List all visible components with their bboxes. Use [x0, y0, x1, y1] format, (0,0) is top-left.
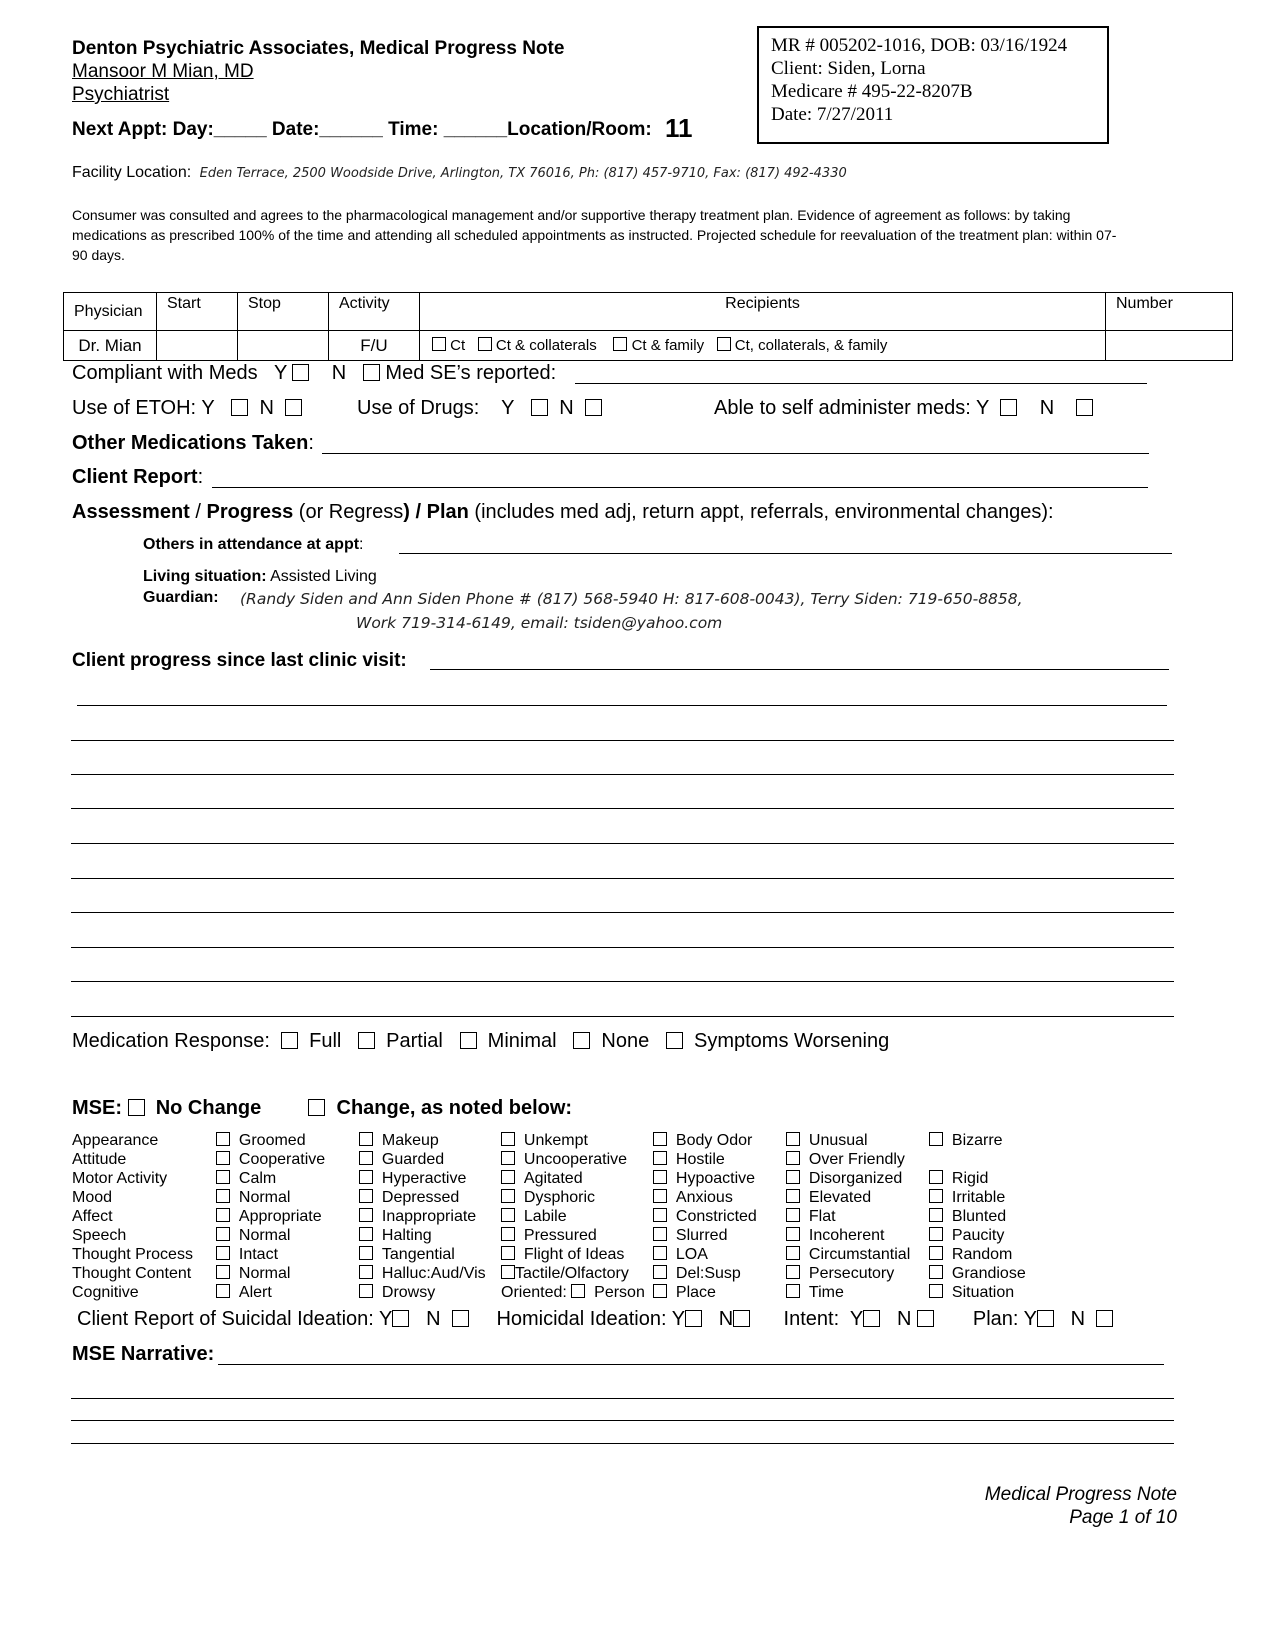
writing-line[interactable]: [71, 947, 1174, 948]
compliant-yes-checkbox[interactable]: [292, 364, 309, 381]
mse-checkbox[interactable]: [929, 1284, 943, 1298]
suicidal-yes-checkbox[interactable]: [392, 1310, 409, 1327]
facility-label: Facility Location:: [72, 164, 192, 181]
recipient-ct-checkbox[interactable]: [432, 337, 446, 351]
mse-checkbox[interactable]: [786, 1284, 800, 1298]
suicidal-no-checkbox[interactable]: [452, 1310, 469, 1327]
facility-value: Eden Terrace, 2500 Woodside Drive, Arlington, TX 76016, Ph: (817) 457-9710, Fax: (817) 492-4330: [199, 166, 847, 181]
homicidal-yes-checkbox[interactable]: [685, 1310, 702, 1327]
writing-line[interactable]: [71, 912, 1174, 913]
client-report-line[interactable]: [212, 487, 1148, 488]
mse-option: Dysphoric: [523, 1189, 596, 1206]
recipient-collaterals-label: Ct & collaterals: [495, 337, 597, 354]
mse-col-3: [501, 1131, 645, 1302]
mse-option: Alert: [238, 1284, 272, 1301]
room-number: 11: [665, 113, 693, 143]
footer: [985, 1483, 1177, 1529]
drugs-y: Y: [501, 397, 515, 419]
drugs-label: Use of Drugs:: [357, 397, 480, 419]
mse-option: Place: [675, 1284, 716, 1301]
self-admin-no-checkbox[interactable]: [1076, 399, 1093, 416]
mse-checkbox[interactable]: [359, 1284, 373, 1298]
drugs-row: [357, 397, 602, 420]
mse-option: Del:Susp: [675, 1265, 741, 1282]
plan-n: N: [1070, 1308, 1086, 1330]
others-line[interactable]: [399, 553, 1172, 554]
etoh-no-checkbox[interactable]: [285, 399, 302, 416]
header-number: Number: [1106, 293, 1233, 331]
mse-checkbox[interactable]: [929, 1246, 943, 1260]
mse-option: Grandiose: [951, 1265, 1026, 1282]
mse-no-change-checkbox[interactable]: [128, 1099, 145, 1116]
mse-option: Incoherent: [808, 1227, 885, 1244]
compliant-label: Compliant with Meds: [72, 362, 258, 384]
intent-no-checkbox[interactable]: [917, 1310, 934, 1327]
header-recipients: Recipients: [420, 293, 1106, 331]
intent-yes-checkbox[interactable]: [863, 1310, 880, 1327]
homicidal-n: N: [718, 1308, 734, 1330]
mse-col-6: [929, 1131, 1026, 1302]
mse-option: Disorganized: [808, 1170, 903, 1187]
consent-line: medications as prescribed 100% of the time and attending all scheduled appointments as instructed. Projected schedule for reevaluation of the treatment plan: within 07-: [72, 227, 1117, 243]
guardian-label: Guardian:: [143, 589, 219, 606]
response-minimal-checkbox[interactable]: [460, 1032, 477, 1049]
mse-option: Persecutory: [808, 1265, 895, 1282]
mse-option: Paucity: [951, 1227, 1005, 1244]
mse-checkbox[interactable]: [501, 1227, 515, 1241]
other-meds-row: [72, 432, 314, 455]
mse-checkbox[interactable]: [929, 1189, 943, 1203]
living-label: Living situation:: [143, 568, 267, 585]
writing-line[interactable]: [71, 981, 1174, 982]
mse-checkbox[interactable]: [501, 1170, 515, 1184]
mse-col-2: [359, 1131, 486, 1302]
mse-option: Tangential: [381, 1246, 455, 1263]
header-activity: Activity: [329, 293, 420, 331]
mse-no-change-label: No Change: [155, 1097, 262, 1119]
oriented-label: Oriented:: [501, 1284, 567, 1301]
narrative-line[interactable]: [218, 1364, 1164, 1365]
activity-table: [63, 292, 1233, 361]
mse-option: Tactile/Olfactory: [515, 1265, 629, 1282]
writing-line[interactable]: [71, 843, 1174, 844]
mse-checkbox[interactable]: [501, 1246, 515, 1260]
mse-option: Cooperative: [238, 1151, 326, 1168]
other-meds-colon: :: [308, 432, 314, 454]
mse-checkbox[interactable]: [929, 1208, 943, 1222]
writing-line[interactable]: [71, 1398, 1174, 1399]
mse-category: Thought Content: [72, 1265, 192, 1282]
writing-line[interactable]: [71, 774, 1174, 775]
response-worsening-label: Symptoms Worsening: [693, 1030, 890, 1052]
cell-activity: F/U: [329, 331, 420, 361]
mse-label: MSE:: [72, 1097, 122, 1119]
mse-category: Cognitive: [72, 1284, 139, 1301]
mse-option: Calm: [238, 1170, 277, 1187]
cell-physician: Dr. Mian: [64, 331, 157, 361]
mse-heading: [72, 1097, 572, 1120]
narrative-label: MSE Narrative:: [72, 1343, 215, 1365]
next-appt-label: Next Appt: Day:_____ Date:______ Time: ______Location/Room:: [72, 119, 652, 140]
mse-category: Attitude: [72, 1151, 127, 1168]
mse-option: Guarded: [381, 1151, 445, 1168]
mse-option: Body Odor: [675, 1132, 753, 1149]
mse-option: Circumstantial: [808, 1246, 911, 1263]
mse-checkbox[interactable]: [653, 1227, 667, 1241]
footer-title: Medical Progress Note: [984, 1484, 1177, 1505]
compliant-y: Y: [273, 362, 287, 384]
mse-category: Appearance: [72, 1132, 159, 1149]
intent-y: Y: [849, 1308, 864, 1330]
response-minimal-label: Minimal: [487, 1030, 557, 1052]
doctor-name: Mansoor M Mian, MD: [72, 61, 254, 82]
recipient-ct-label: Ct: [450, 337, 466, 354]
writing-line[interactable]: [71, 878, 1174, 879]
mse-checkbox[interactable]: [359, 1151, 373, 1165]
mse-checkbox[interactable]: [216, 1265, 230, 1279]
mse-option: Rigid: [951, 1170, 989, 1187]
mse-option: Person: [594, 1284, 645, 1301]
mse-checkbox[interactable]: [786, 1189, 800, 1203]
mse-category: Affect: [72, 1208, 113, 1225]
mse-option: Flat: [808, 1208, 836, 1225]
mse-checkbox[interactable]: [216, 1189, 230, 1203]
mse-option: Situation: [951, 1284, 1015, 1301]
intent-label: Intent:: [783, 1308, 840, 1330]
recipient-family-label: Ct & family: [631, 337, 705, 354]
cell-recipients: [420, 331, 1106, 361]
mse-checkbox[interactable]: [786, 1132, 800, 1146]
plan-yes-checkbox[interactable]: [1037, 1310, 1054, 1327]
med-se-line[interactable]: [575, 383, 1147, 384]
progress-line[interactable]: [430, 669, 1169, 670]
etoh-n: N: [259, 397, 274, 419]
recipient-collaterals-checkbox[interactable]: [478, 337, 492, 351]
mse-checkbox[interactable]: [216, 1246, 230, 1260]
assessment-heading: [72, 501, 1054, 524]
mse-option: Makeup: [381, 1132, 439, 1149]
recipient-family-checkbox[interactable]: [613, 337, 627, 351]
response-full-label: Full: [309, 1030, 342, 1052]
consent-line: Consumer was consulted and agrees to the pharmacological management and/or supportive therapy treatment plan. Evidence of agreement as follows: by taking: [72, 207, 1071, 223]
doctor-role: Psychiatrist: [72, 84, 170, 105]
compliant-row: [72, 362, 556, 385]
patient-info-box: [757, 26, 1109, 144]
slash: /: [189, 501, 207, 523]
header-start: Start: [157, 293, 238, 331]
mse-option: Drowsy: [381, 1284, 436, 1301]
recipient-all-checkbox[interactable]: [717, 337, 731, 351]
mse-category: Motor Activity: [72, 1170, 168, 1187]
mse-checkbox[interactable]: [786, 1265, 800, 1279]
writing-line[interactable]: [71, 1420, 1174, 1421]
mse-checkbox[interactable]: [653, 1284, 667, 1298]
mse-option: Unusual: [808, 1132, 868, 1149]
mse-checkbox[interactable]: [216, 1208, 230, 1222]
mse-checkbox[interactable]: [786, 1208, 800, 1222]
mse-option: Normal: [238, 1265, 291, 1282]
etoh-yes-checkbox[interactable]: [231, 399, 248, 416]
client-report-label: Client Report: [72, 466, 198, 488]
mse-checkbox[interactable]: [786, 1246, 800, 1260]
mse-option: Random: [951, 1246, 1013, 1263]
mse-option: Blunted: [951, 1208, 1007, 1225]
etoh-label: Use of ETOH:: [72, 397, 197, 419]
cell-number[interactable]: [1106, 331, 1233, 361]
response-partial-label: Partial: [386, 1030, 443, 1052]
mse-checkbox[interactable]: [653, 1132, 667, 1146]
mse-checkbox[interactable]: [216, 1132, 230, 1146]
mse-checkbox[interactable]: [786, 1227, 800, 1241]
mse-checkbox[interactable]: [653, 1189, 667, 1203]
mse-category: Thought Process: [72, 1246, 193, 1263]
mse-checkbox[interactable]: [571, 1284, 585, 1298]
suicidal-n: N: [426, 1308, 441, 1330]
mse-checkbox[interactable]: [216, 1227, 230, 1241]
assessment-word: Assessment: [72, 501, 190, 523]
recipient-all-label: Ct, collaterals, & family: [734, 337, 888, 354]
mse-option: Agitated: [523, 1170, 583, 1187]
plan-label: Plan:: [972, 1308, 1019, 1330]
mse-category: Speech: [72, 1227, 127, 1244]
mr-number: MR # 005202-1016, DOB: 03/16/1924: [771, 35, 1068, 56]
client-name: Client: Siden, Lorna: [771, 58, 926, 79]
compliant-no-checkbox[interactable]: [363, 364, 380, 381]
mse-checkbox[interactable]: [501, 1208, 515, 1222]
mse-checkbox[interactable]: [653, 1208, 667, 1222]
slash: ) /: [403, 501, 427, 523]
mse-checkbox[interactable]: [929, 1265, 943, 1279]
suicidal-y: Y: [379, 1308, 393, 1330]
mse-checkbox[interactable]: [929, 1132, 943, 1146]
mse-option: Hyperactive: [381, 1170, 467, 1187]
mse-option: Normal: [238, 1189, 291, 1206]
mse-checkbox[interactable]: [653, 1246, 667, 1260]
plan-y: Y: [1023, 1308, 1037, 1330]
guardian-line-2: Work 719-314-6149, email: tsiden@yahoo.com: [356, 614, 723, 632]
homicidal-label: Homicidal Ideation:: [496, 1308, 667, 1330]
living-value: Assisted Living: [270, 568, 377, 585]
mse-option: Anxious: [675, 1189, 733, 1206]
other-meds-label: Other Medications Taken: [72, 432, 309, 454]
mse-option: Irritable: [951, 1189, 1006, 1206]
plan-no-checkbox[interactable]: [1096, 1310, 1113, 1327]
others-row: [143, 536, 364, 554]
mse-checkbox[interactable]: [216, 1170, 230, 1184]
writing-line[interactable]: [71, 740, 1174, 741]
client-report-row: [72, 466, 203, 489]
mse-option: Normal: [238, 1227, 291, 1244]
mse-option: Elevated: [808, 1189, 872, 1206]
mse-option: Over Friendly: [808, 1151, 905, 1168]
client-report-colon: :: [197, 466, 204, 488]
suicidal-label: Client Report of Suicidal Ideation:: [77, 1308, 374, 1330]
intent-n: N: [896, 1308, 912, 1330]
mse-checkbox[interactable]: [501, 1151, 515, 1165]
mse-option: Constricted: [675, 1208, 757, 1225]
med-se-label: Med SE’s reported:: [385, 362, 557, 384]
homicidal-y: Y: [671, 1308, 686, 1330]
etoh-y: Y: [201, 397, 215, 419]
mse-checkbox[interactable]: [359, 1170, 373, 1184]
mse-col-5: [786, 1131, 910, 1302]
next-appt-line: [72, 113, 693, 144]
mse-checkbox[interactable]: [501, 1189, 515, 1203]
drugs-n: N: [559, 397, 574, 419]
drugs-yes-checkbox[interactable]: [531, 399, 548, 416]
mse-col-4: [653, 1131, 757, 1302]
medication-response-label: Medication Response:: [72, 1030, 270, 1052]
org-title: Denton Psychiatric Associates, Medical Progress Note: [72, 38, 565, 59]
mse-checkbox[interactable]: [216, 1284, 230, 1298]
assessment-rest: (includes med adj, return appt, referrals, environmental changes):: [468, 501, 1054, 523]
page-number: Page 1 of 10: [1069, 1507, 1177, 1528]
mse-option: Halluc:Aud/Vis: [381, 1265, 486, 1282]
medicare-number: Medicare # 495-22-8207B: [771, 81, 973, 102]
mse-checkbox[interactable]: [501, 1265, 515, 1279]
writing-line[interactable]: [71, 1016, 1174, 1017]
mse-option: LOA: [675, 1246, 708, 1263]
response-partial-checkbox[interactable]: [358, 1032, 375, 1049]
other-meds-line[interactable]: [322, 453, 1149, 454]
guardian-line-1: (Randy Siden and Ann Siden Phone # (817) 568-5940 H: 817-608-0043), Terry Siden: 719-650-8858,: [240, 590, 1023, 608]
self-admin-label: Able to self administer meds:: [714, 397, 971, 419]
mse-option: Uncooperative: [523, 1151, 628, 1168]
mse-checkbox[interactable]: [929, 1227, 943, 1241]
mse-checkbox[interactable]: [929, 1170, 943, 1184]
mse-option: Bizarre: [951, 1132, 1003, 1149]
facility-line: [72, 164, 847, 182]
header-physician: Physician: [64, 293, 157, 331]
note-date: Date: 7/27/2011: [771, 104, 894, 125]
mse-option: Depressed: [381, 1189, 460, 1206]
mse-categories: [72, 1131, 193, 1302]
ideation-row: [77, 1308, 1113, 1331]
mse-option: Inappropriate: [381, 1208, 477, 1225]
mse-checkbox[interactable]: [786, 1151, 800, 1165]
progress-word: Progress: [206, 501, 294, 523]
writing-line[interactable]: [71, 1443, 1174, 1444]
consent-line: 90 days.: [72, 247, 125, 263]
homicidal-no-checkbox[interactable]: [733, 1310, 750, 1327]
mse-option: Time: [808, 1284, 844, 1301]
mse-checkbox[interactable]: [786, 1170, 800, 1184]
response-none-checkbox[interactable]: [573, 1032, 590, 1049]
mse-col-1: [216, 1131, 325, 1302]
plan-word: Plan: [426, 501, 469, 523]
mse-checkbox[interactable]: [359, 1208, 373, 1222]
others-label: Others in attendance at appt: [143, 536, 360, 553]
self-admin-n: N: [1039, 397, 1055, 419]
mse-option: Labile: [523, 1208, 567, 1225]
cell-start[interactable]: [157, 331, 238, 361]
drugs-no-checkbox[interactable]: [585, 399, 602, 416]
mse-option: Halting: [381, 1227, 432, 1244]
mse-option: Flight of Ideas: [523, 1246, 625, 1263]
etoh-row: [72, 397, 302, 420]
consent-paragraph: [72, 205, 1116, 265]
mse-change-checkbox[interactable]: [308, 1099, 325, 1116]
self-admin-yes-checkbox[interactable]: [1000, 399, 1017, 416]
mse-checkbox[interactable]: [216, 1151, 230, 1165]
mse-checkbox[interactable]: [359, 1132, 373, 1146]
others-colon: :: [359, 536, 364, 553]
living-row: [143, 568, 377, 586]
mse-checkbox[interactable]: [359, 1265, 373, 1279]
mse-option: Pressured: [523, 1227, 597, 1244]
self-admin-y: Y: [975, 397, 990, 419]
mse-change-label: Change, as noted below:: [336, 1097, 573, 1119]
mse-option: Slurred: [675, 1227, 728, 1244]
writing-line[interactable]: [71, 808, 1174, 809]
regress-word: (or Regress: [293, 501, 404, 523]
mse-checkbox[interactable]: [359, 1246, 373, 1260]
mse-category: Mood: [72, 1189, 113, 1206]
mse-option: Hypoactive: [675, 1170, 756, 1187]
mse-checkbox[interactable]: [501, 1132, 515, 1146]
mse-checkbox[interactable]: [653, 1151, 667, 1165]
mse-checkbox[interactable]: [653, 1170, 667, 1184]
progress-label: Client progress since last clinic visit:: [72, 650, 407, 671]
mse-checkbox[interactable]: [653, 1265, 667, 1279]
mse-option: Hostile: [675, 1151, 725, 1168]
mse-option: Intact: [238, 1246, 279, 1263]
medication-response-row: [72, 1030, 889, 1053]
compliant-n: N: [331, 362, 347, 384]
self-admin-row: [714, 397, 1093, 420]
writing-line[interactable]: [77, 705, 1167, 706]
header-stop: Stop: [238, 293, 329, 331]
mse-checkbox[interactable]: [359, 1227, 373, 1241]
cell-stop[interactable]: [238, 331, 329, 361]
response-none-label: None: [601, 1030, 650, 1052]
mse-option: Unkempt: [523, 1132, 588, 1149]
mse-checkbox[interactable]: [359, 1189, 373, 1203]
response-worsening-checkbox[interactable]: [666, 1032, 683, 1049]
mse-option: Groomed: [238, 1132, 306, 1149]
response-full-checkbox[interactable]: [281, 1032, 298, 1049]
mse-option: Appropriate: [238, 1208, 322, 1225]
